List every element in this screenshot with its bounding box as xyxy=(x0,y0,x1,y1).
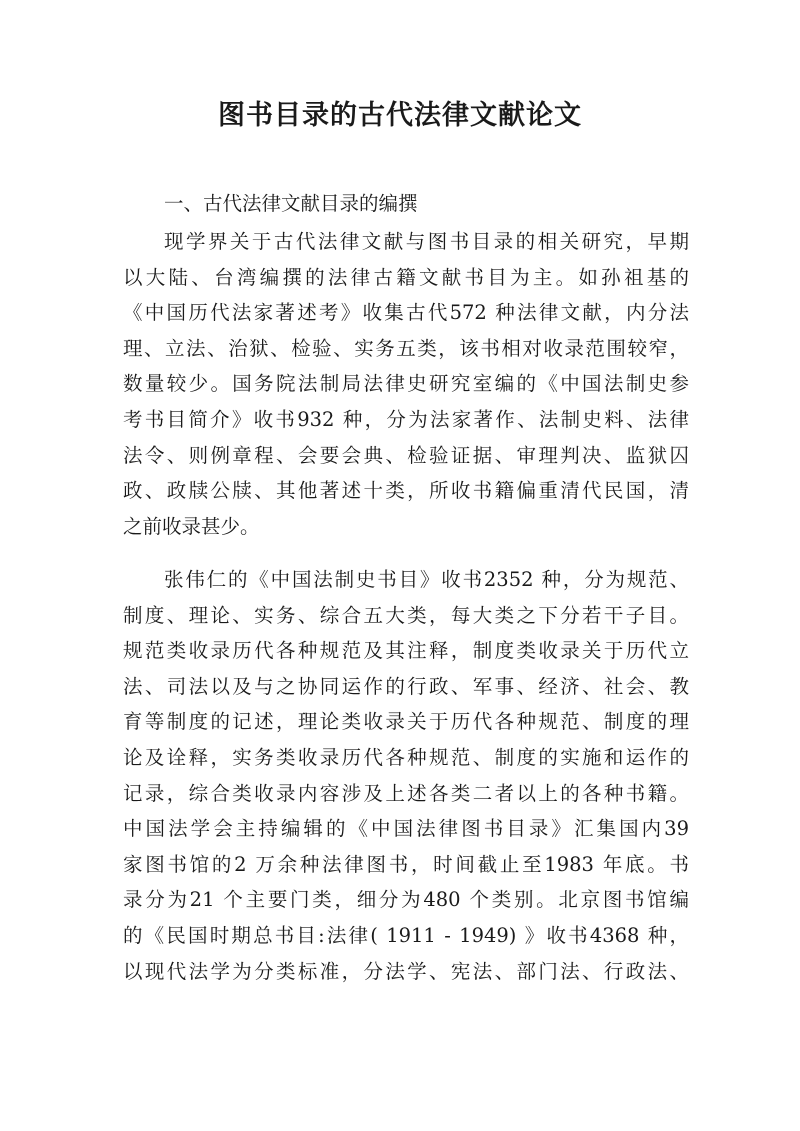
paragraph-2-line: 法、司法以及与之协同运作的行政、军事、经济、社会、教 xyxy=(123,674,689,698)
paragraph-1-line: 现学界关于古代法律文献与图书目录的相关研究，早期 xyxy=(164,230,689,253)
paragraph-1-line: 数量较少。国务院法制局法律史研究室编的《中国法制史参 xyxy=(123,372,689,396)
paragraph-1-line: 法令、则例章程、会要会典、检验证据、审理判决、监狱囚 xyxy=(123,443,689,467)
section-heading: 一、古代法律文献目录的编撰 xyxy=(164,192,418,215)
paragraph-2-line: 录分为21 个主要门类，细分为480 个类别。北京图书馆编 xyxy=(123,888,689,912)
paragraph-1-line: 《中国历代法家著述考》收集古代572 种法律文献，内分法 xyxy=(123,301,689,325)
document-title: 图书目录的古代法律文献论文 xyxy=(218,100,582,131)
paragraph-2-line: 育等制度的记述，理论类收录关于历代各种规范、制度的理 xyxy=(123,710,689,734)
paragraph-2-line: 制度、理论、实务、综合五大类，每大类之下分若干子目。 xyxy=(123,603,689,627)
paragraph-2 xyxy=(123,562,689,989)
paragraph-2-line: 记录，综合类收录内容涉及上述各类二者以上的各种书籍。 xyxy=(123,781,689,805)
paragraph-2-line: 以现代法学为分类标准，分法学、宪法、部门法、行政法、 xyxy=(123,959,689,983)
paragraph-2-line: 的《民国时期总书目:法律( 1911 - 1949) 》收书4368 种， xyxy=(123,923,689,947)
paragraph-2-line: 中国法学会主持编辑的《中国法律图书目录》汇集国内39 xyxy=(123,817,689,841)
paragraph-1-line: 考书目简介》收书932 种，分为法家著作、法制史料、法律 xyxy=(123,407,689,431)
paragraph-1-line: 之前收录甚少。 xyxy=(123,514,260,538)
paragraph-2-line: 家图书馆的2 万余种法律图书，时间截止至1983 年底。书 xyxy=(123,852,689,876)
paragraph-2-line: 规范类收录历代各种规范及其注释，制度类收录关于历代立 xyxy=(123,639,689,663)
paragraph-2-line: 张伟仁的《中国法制史书目》收书2352 种，分为规范、 xyxy=(164,568,689,591)
paragraph-1-line: 以大陆、台湾编撰的法律古籍文献书目为主。如孙祖基的 xyxy=(123,265,689,289)
paragraph-1-line: 政、政牍公牍、其他著述十类，所收书籍偏重清代民国，清 xyxy=(123,479,689,503)
paragraph-2-line: 论及诠释，实务类收录历代各种规范、制度的实施和运作的 xyxy=(123,745,689,769)
paragraph-1-line: 理、立法、治狱、检验、实务五类，该书相对收录范围较窄， xyxy=(123,336,689,360)
paragraph-1 xyxy=(123,224,689,544)
